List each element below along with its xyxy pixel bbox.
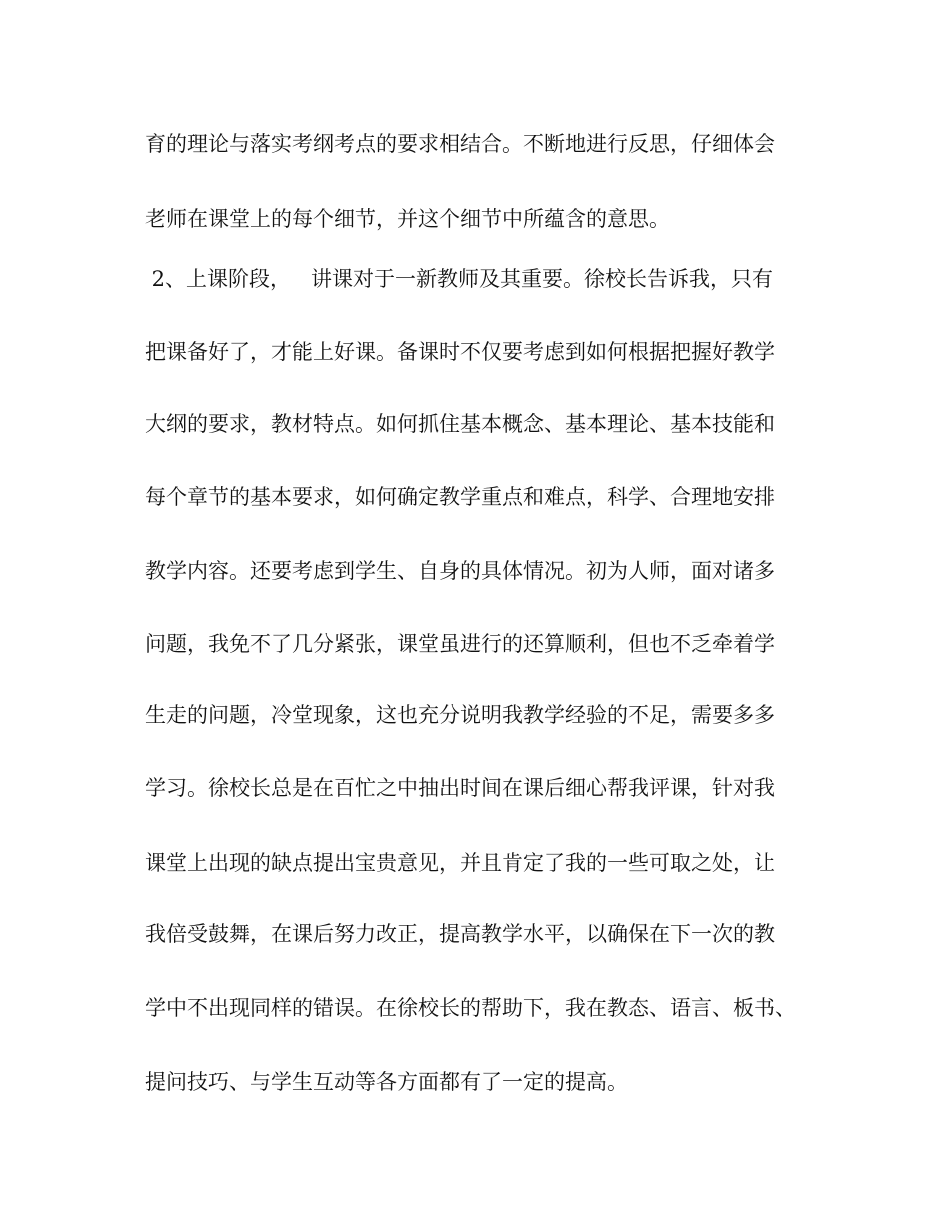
text-line-1: 育的理论与落实考纲考点的要求相结合。不断地进行反思，仔细体会 [145, 132, 775, 156]
text-line-3: 2、上课阶段， 讲课对于一新教师及其重要。徐校长告诉我，只有 [145, 267, 774, 291]
text-line-11: 课堂上出现的缺点提出宝贵意见，并且肯定了我的一些可取之处，让 [145, 851, 775, 875]
text-line-6: 每个章节的基本要求，如何确定教学重点和难点，科学、合理地安排 [145, 485, 775, 509]
text-line-13: 学中不出现同样的错误。在徐校长的帮助下，我在教态、语言、板书、 [145, 996, 796, 1020]
text-line-10: 学习。徐校长总是在百忙之中抽出时间在课后细心帮我评课，针对我 [145, 776, 775, 800]
text-line-9: 生走的问题，冷堂现象，这也充分说明我教学经验的不足，需要多多 [145, 703, 775, 727]
text-line-14: 提问技巧、与学生互动等各方面都有了一定的提高。 [145, 1070, 628, 1094]
text-line-4: 把课备好了，才能上好课。备课时不仅要考虑到如何根据把握好教学 [145, 340, 775, 364]
text-line-8: 问题，我免不了几分紧张，课堂虽进行的还算顺利，但也不乏牵着学 [145, 632, 775, 656]
text-line-12: 我倍受鼓舞，在课后努力改正，提高教学水平，以确保在下一次的教 [145, 922, 775, 946]
text-line-5: 大纲的要求，教材特点。如何抓住基本概念、基本理论、基本技能和 [145, 412, 775, 436]
text-line-2: 老师在课堂上的每个细节，并这个细节中所蕴含的意思。 [145, 207, 670, 231]
text-line-7: 教学内容。还要考虑到学生、自身的具体情况。初为人师，面对诸多 [145, 559, 775, 583]
